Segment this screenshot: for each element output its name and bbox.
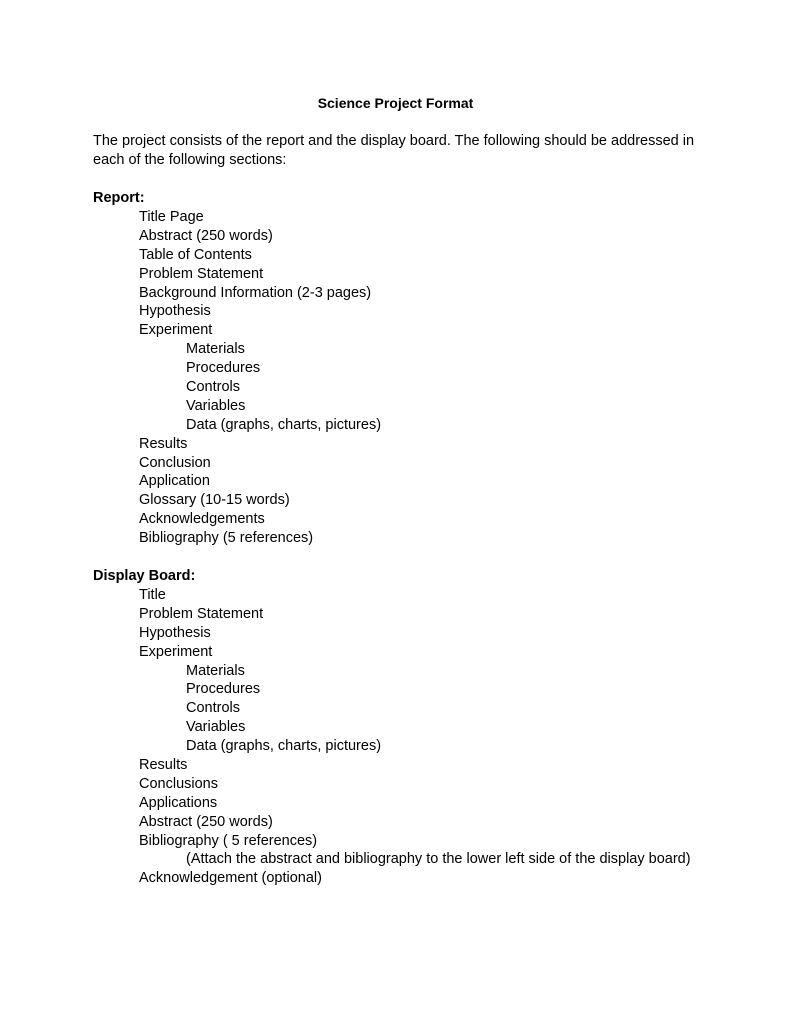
list-item: Data (graphs, charts, pictures) bbox=[186, 416, 382, 433]
list-item: Background Information (2-3 pages) bbox=[139, 284, 372, 301]
list-item: Materials bbox=[186, 341, 245, 358]
list-item: Variables bbox=[186, 397, 246, 414]
report-item-list bbox=[93, 208, 733, 548]
report-section bbox=[93, 189, 733, 548]
list-item: Data (graphs, charts, pictures) bbox=[186, 738, 382, 755]
display-board-section bbox=[93, 567, 733, 888]
list-item: Problem Statement bbox=[139, 605, 264, 622]
report-heading: Report: bbox=[93, 190, 145, 206]
list-item: Applications bbox=[139, 794, 218, 811]
list-item: Procedures bbox=[186, 360, 261, 377]
list-item: Glossary (10-15 words) bbox=[139, 492, 290, 509]
list-item: Experiment bbox=[139, 322, 213, 339]
list-item: Abstract (250 words) bbox=[139, 227, 273, 244]
list-item: Results bbox=[139, 435, 188, 452]
list-item: Bibliography ( 5 references) bbox=[139, 832, 318, 849]
document-title: Science Project Format bbox=[317, 95, 474, 111]
list-item: Controls bbox=[186, 700, 240, 717]
list-item: Conclusions bbox=[139, 775, 218, 792]
display-board-item-list bbox=[93, 586, 733, 888]
list-item: Controls bbox=[186, 379, 240, 396]
list-item: Problem Statement bbox=[139, 265, 264, 282]
list-item: Hypothesis bbox=[139, 303, 211, 320]
intro-paragraph: The project consists of the report and the display board. The following should be addressed in each of the following sections: bbox=[93, 133, 695, 168]
list-item: Table of Contents bbox=[139, 246, 252, 263]
list-item: Procedures bbox=[186, 681, 261, 698]
list-item: Bibliography (5 references) bbox=[139, 530, 314, 547]
list-item: Title bbox=[139, 587, 166, 603]
list-item: Experiment bbox=[139, 643, 213, 660]
list-item: Materials bbox=[186, 662, 245, 679]
list-item: Acknowledgement (optional) bbox=[139, 870, 322, 887]
list-item: Results bbox=[139, 757, 188, 774]
list-item: Abstract (250 words) bbox=[139, 813, 273, 830]
list-item: (Attach the abstract and bibliography to the lower left side of the display board) bbox=[186, 851, 691, 868]
list-item: Conclusion bbox=[139, 454, 211, 471]
list-item: Application bbox=[139, 473, 210, 490]
display-board-heading: Display Board: bbox=[93, 568, 196, 584]
list-item: Hypothesis bbox=[139, 624, 211, 641]
list-item: Variables bbox=[186, 719, 246, 736]
list-item: Title Page bbox=[139, 209, 204, 225]
list-item: Acknowledgements bbox=[139, 511, 265, 528]
